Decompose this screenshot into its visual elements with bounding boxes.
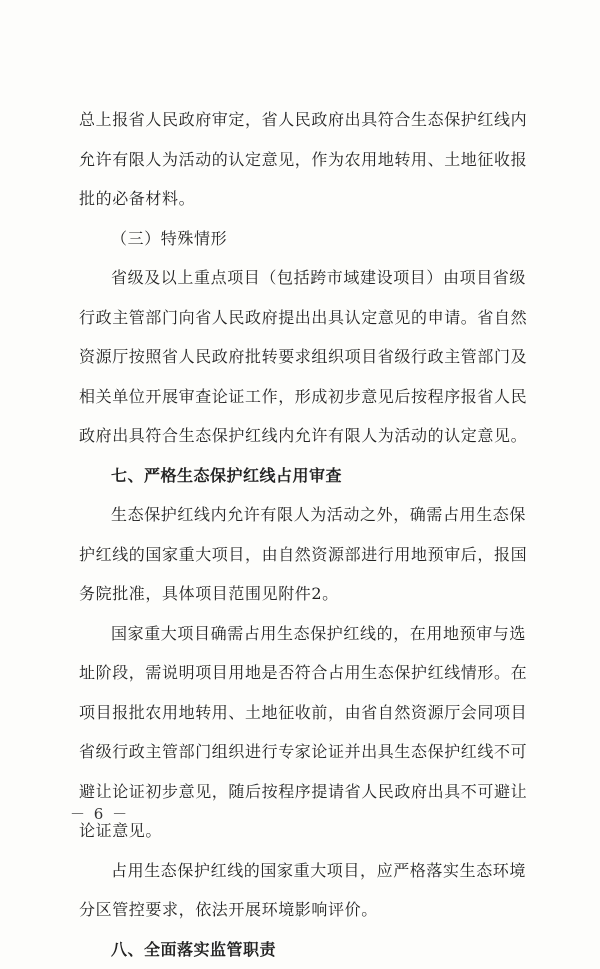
paragraph-line: 务院批准，具体项目范围见附件2。 — [79, 574, 523, 614]
paragraph-line: 政府出具符合生态保护红线内允许有限人为活动的认定意见。 — [79, 416, 523, 456]
paragraph-line: 分区管控要求，依法开展环境影响评价。 — [79, 890, 523, 930]
paragraph-line: 国家重大项目确需占用生态保护红线的，在用地预审与选 — [79, 614, 523, 654]
subsection-heading: （三）特殊情形 — [79, 219, 523, 259]
document-body — [79, 100, 523, 969]
paragraph-line: 址阶段，需说明项目用地是否符合占用生态保护红线情形。在 — [79, 653, 523, 693]
paragraph-line: 总上报省人民政府审定，省人民政府出具符合生态保护红线内 — [79, 100, 523, 140]
paragraph-line: 允许有限人为活动的认定意见，作为农用地转用、土地征收报 — [79, 140, 523, 180]
paragraph-line: 批的必备材料。 — [79, 179, 523, 219]
paragraph-line: 相关单位开展审查论证工作，形成初步意见后按程序报省人民 — [79, 377, 523, 417]
section-heading: 八、全面落实监管职责 — [79, 930, 523, 969]
paragraph-line: 护红线的国家重大项目，由自然资源部进行用地预审后，报国 — [79, 535, 523, 575]
paragraph-line: 资源厅按照省人民政府批转要求组织项目省级行政主管部门及 — [79, 337, 523, 377]
page-number: － 6 － — [70, 803, 129, 824]
paragraph-line: 占用生态保护红线的国家重大项目，应严格落实生态环境 — [79, 851, 523, 891]
paragraph-line: 生态保护红线内允许有限人为活动之外，确需占用生态保 — [79, 495, 523, 535]
paragraph-line: 行政主管部门向省人民政府提出出具认定意见的申请。省自然 — [79, 298, 523, 338]
section-heading: 七、严格生态保护红线占用审查 — [79, 456, 523, 496]
paragraph-line: 省级行政主管部门组织进行专家论证并出具生态保护红线不可 — [79, 732, 523, 772]
paragraph-line: 论证意见。 — [79, 811, 523, 851]
paragraph-line: 避让论证初步意见，随后按程序提请省人民政府出具不可避让 — [79, 772, 523, 812]
paragraph-line: 项目报批农用地转用、土地征收前，由省自然资源厅会同项目 — [79, 693, 523, 733]
paragraph-line: 省级及以上重点项目（包括跨市域建设项目）由项目省级 — [79, 258, 523, 298]
